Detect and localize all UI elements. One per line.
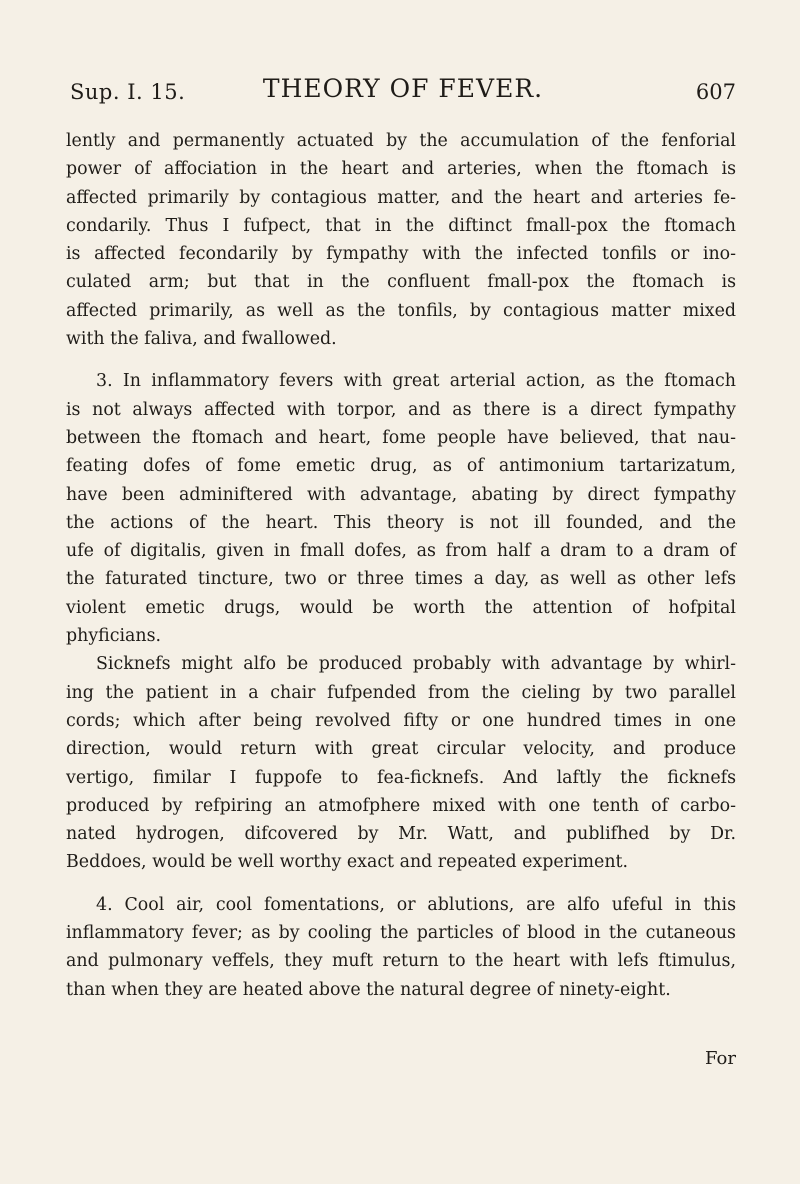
text-line: ing the patient in a chair fufpended from the cieling by two parallel [66,682,736,703]
text-line: and pulmonary veffels, they muft return to the heart with lefs ftimulus, [66,951,736,972]
text-line: violent emetic drugs, would be worth the attention of hofpital [66,597,736,618]
text-line: affected primarily, as well as the tonfils, by contagious matter mixed [66,300,736,321]
text-line: the actions of the heart. This theory is not ill founded, and the [66,512,736,533]
text-line: Sicknefs might alfo be produced probably with advantage by whirl- [96,654,736,675]
text-line: is not always affected with torpor, and as there is a direct fympathy [66,399,736,420]
text-line: than when they are heated above the natural degree of ninety-eight. [66,979,671,1000]
text-line: inflammatory fever; as by cooling the particles of blood in the cutaneous [66,923,736,944]
text-line: lently and permanently actuated by the accumulation of the fenforial [66,131,736,151]
text-line: vertigo, fimilar I fuppofe to fea-ficknefs. And laftly the ficknefs [66,767,736,788]
text-line: power of affociation in the heart and arteries, when the ftomach is [66,159,736,180]
page-title: THEORY OF FEVER. [262,74,544,103]
text-line: culated arm; but that in the confluent fmall-pox the ftomach is [66,272,736,293]
text-line: 3. In inflammatory fevers with great arterial action, as the ftomach [96,371,736,392]
page-number: 607 [695,80,736,104]
text-line: Beddoes, would be well worthy exact and repeated experiment. [66,852,629,873]
text-line: feating dofes of fome emetic drug, as of antimonium tartarizatum, [66,456,736,477]
text-line: cords; which after being revolved fifty or one hundred times in one [66,710,736,731]
text-line: have been adminiftered with advantage, abating by direct fympathy [66,484,736,505]
text-line: with the faliva, and fwallowed. [66,329,337,350]
text-line: nated hydrogen, difcovered by Mr. Watt, and publifhed by Dr. [66,824,736,845]
paragraph-4 [66,891,736,1004]
section-reference: Sup. I. 15. [70,80,186,104]
text-line: ufe of digitalis, given in fmall dofes, as from half a dram to a dram of [66,541,736,562]
catchword: For [705,1048,736,1069]
text-line: between the ftomach and heart, fome people have believed, that nau- [66,427,736,448]
paragraph-3 [66,367,736,650]
text-line: produced by refpiring an atmofphere mixed with one tenth of carbo- [66,795,736,816]
text-line: affected primarily by contagious matter, and the heart and arteries fe- [66,187,736,208]
body-text [66,127,736,1004]
text-line: the faturated tincture, two or three times a day, as well as other lefs [66,569,736,590]
running-head [70,74,736,114]
paragraph-3-continued [66,650,736,876]
text-line: 4. Cool air, cool fomentations, or ablutions, are alfo ufeful in this [96,894,736,915]
text-line: direction, would return with great circular velocity, and produce [66,739,736,760]
paragraph-continued [66,127,736,353]
text-line: condarily. Thus I fufpect, that in the diftinct fmall-pox the ftomach [66,215,736,236]
text-line: phyficians. [66,626,162,647]
text-line: is affected fecondarily by fympathy with the infected tonfils or ino- [66,244,736,265]
